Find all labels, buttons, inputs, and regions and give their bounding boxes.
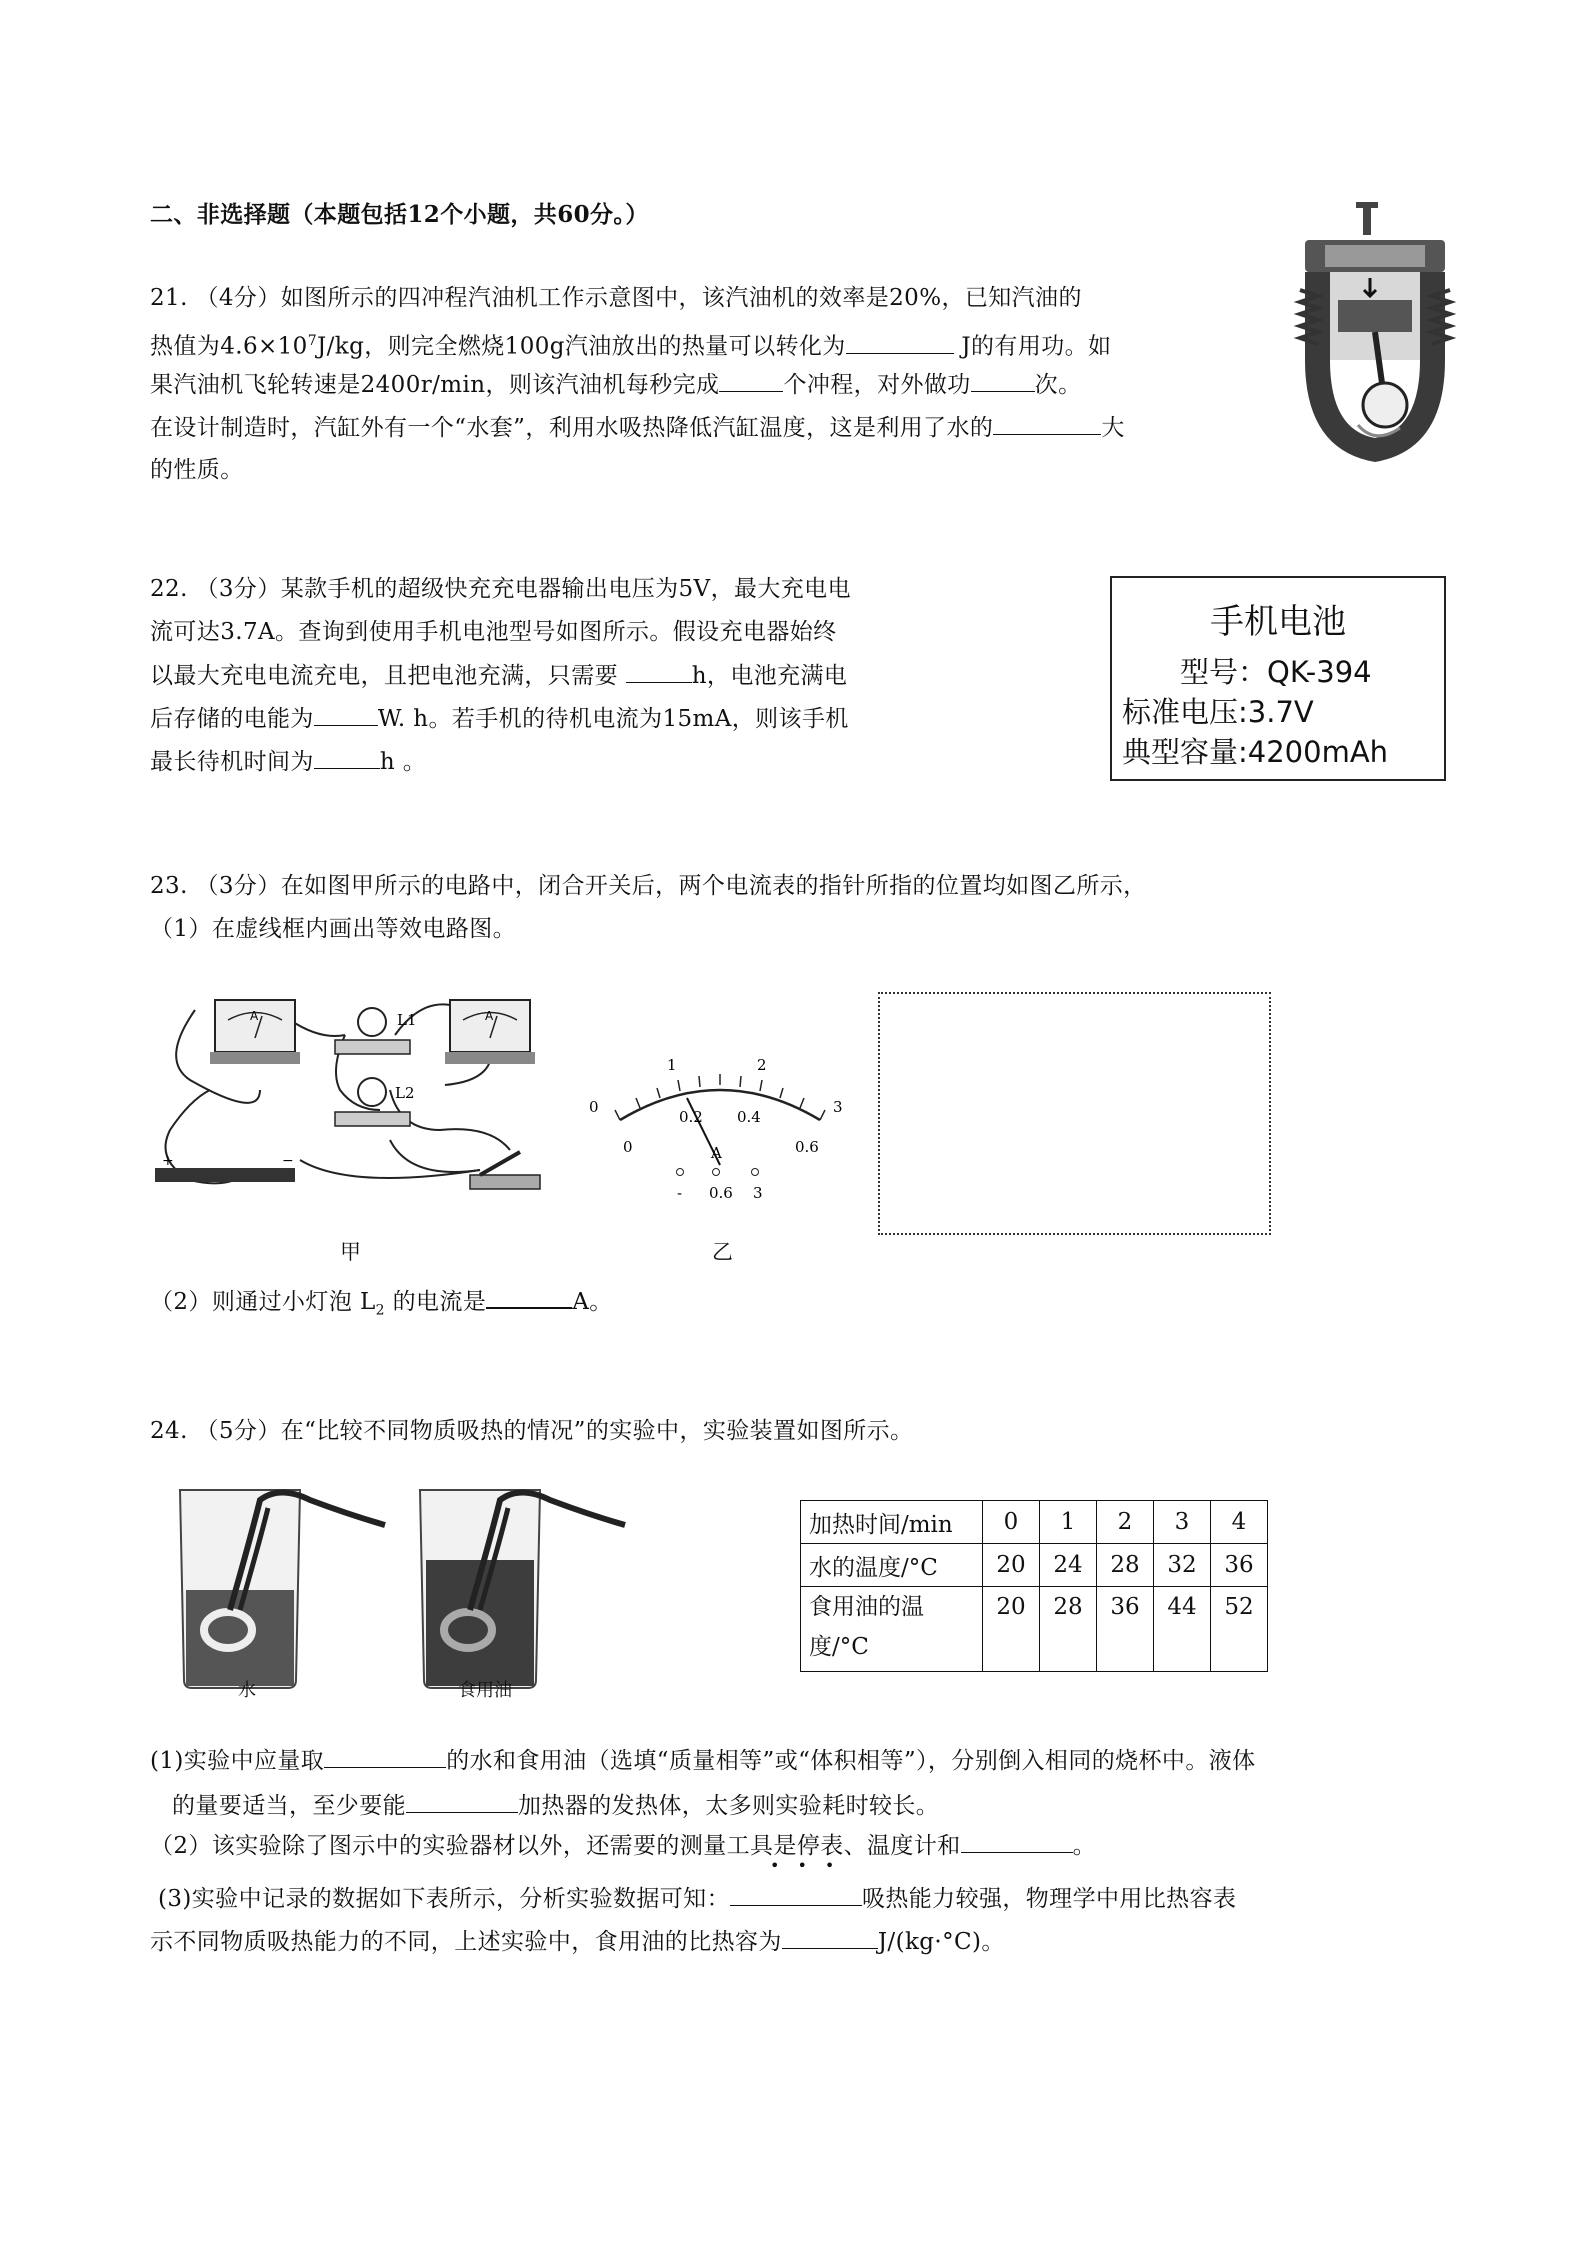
dial-bottom-tick-3: 0.6: [795, 1138, 819, 1156]
table-cell: 24: [1040, 1544, 1097, 1587]
lamp-l2-label: L2: [395, 1084, 415, 1102]
q21-blank-strokes[interactable]: [719, 369, 783, 392]
table-cell: 4: [1211, 1501, 1268, 1544]
equivalent-circuit-answer-box[interactable]: [878, 992, 1271, 1235]
temperature-table: [800, 1500, 1268, 1672]
svg-text:−: −: [282, 1153, 294, 1169]
q22-line1: 22. （3分）某款手机的超级快充充电器输出电压为5V，最大充电电: [150, 576, 851, 602]
dial-terminal-3: 3: [753, 1184, 763, 1202]
q24-p3-line2: 示不同物质吸热能力的不同，上述实验中，食用油的比热容为 J/(kg·°C)。: [150, 1926, 1005, 1957]
q22-line4: 后存储的电能为 W. h。若手机的待机电流为15mA，则该手机: [150, 703, 849, 734]
q24-blank-tool[interactable]: [961, 1830, 1073, 1853]
q24-p1-line1: (1)实验中应量取 的水和食用油（选填“质量相等”或“体积相等”），分别倒入相同的烧杯中。液体: [150, 1745, 1256, 1776]
table-cell: 1: [1040, 1501, 1097, 1544]
emphasis-dots: •••: [770, 1856, 853, 1875]
table-cell: 0: [983, 1501, 1040, 1544]
circuit-diagram: [150, 980, 550, 1200]
q22-blank-energy[interactable]: [314, 703, 378, 726]
q21-blank-property[interactable]: [993, 412, 1101, 435]
q23-line2: （1）在虚线框内画出等效电路图。: [150, 916, 517, 942]
table-cell: 44: [1154, 1587, 1211, 1672]
table-row: [801, 1544, 1268, 1587]
dial-bottom-tick-1: 0.2: [679, 1108, 703, 1126]
q22-line5: 最长待机时间为 h 。: [150, 746, 426, 777]
q21-line4: 在设计制造时，汽缸外有一个“水套”，利用水吸热降低汽缸温度，这是利用了水的 大: [150, 412, 1125, 443]
dial-bottom-tick-0: 0: [623, 1138, 633, 1156]
dial-top-tick-2: 2: [757, 1056, 767, 1074]
q21-blank-work-times[interactable]: [971, 369, 1035, 392]
q23-line1: 23. （3分）在如图甲所示的电路中，闭合开关后，两个电流表的指针所指的位置均如图乙所示，: [150, 873, 1147, 899]
section-title: 二、非选择题（本题包括12个小题，共60分。）: [150, 201, 649, 228]
lamp-l1-label: L1: [397, 1011, 417, 1029]
q21-blank-useful-work[interactable]: [846, 331, 954, 354]
table-row: [801, 1587, 1268, 1672]
q21-line3: 果汽油机飞轮转速是2400r/min，则该汽油机每秒完成 个冲程，对外做功 次。: [150, 369, 1081, 400]
table-cell: 20: [983, 1544, 1040, 1587]
dial-top-tick-1: 1: [667, 1056, 677, 1074]
table-cell: 28: [1097, 1544, 1154, 1587]
table-cell: 36: [1211, 1544, 1268, 1587]
table-header-cell: 加热时间/min: [801, 1501, 983, 1544]
q21-line2: 热值为$4.6\times 10^7J/kg$，则完全燃烧100g汽油放出的热量可以转化为 J的有用功。如: [150, 326, 1111, 362]
table-cell: 28: [1040, 1587, 1097, 1672]
svg-text:A: A: [485, 1009, 494, 1023]
svg-text:+: +: [162, 1153, 174, 1169]
q24-blank-stronger[interactable]: [730, 1883, 862, 1906]
fig-jia-caption: 甲: [340, 1240, 361, 1264]
battery-capacity: 典型容量:4200mAh: [1122, 735, 1389, 769]
fig-yi-caption: 乙: [712, 1240, 733, 1264]
table-header-cell: 食用油的温 度/°C: [801, 1587, 983, 1672]
dial-terminal-minus: -: [677, 1184, 683, 1202]
q24-p1-line2: 的量要适当，至少要能 加热器的发热体，太多则实验耗时较长。: [172, 1790, 939, 1821]
dial-top-tick-3: 3: [833, 1098, 843, 1116]
q24-line1: 24. （5分）在“比较不同物质吸热的情况”的实验中，实验装置如图所示。: [150, 1418, 914, 1444]
table-cell: 20: [983, 1587, 1040, 1672]
dial-unit-label: A: [711, 1144, 722, 1162]
battery-model: 型号：QK-394: [1180, 655, 1372, 689]
dial-top-tick-0: 0: [589, 1098, 599, 1116]
table-header-cell: 水的温度/°C: [801, 1544, 983, 1587]
q21-line1: 21. （4分）如图所示的四冲程汽油机工作示意图中，该汽油机的效率是20%，已知汽油的: [150, 285, 1082, 311]
caption-water: 水: [238, 1680, 256, 1701]
q23-line3: （2）则通过小灯泡 $L_2$ 的电流是 A。: [150, 1285, 613, 1326]
dial-bottom-tick-2: 0.4: [737, 1108, 761, 1126]
table-cell: 36: [1097, 1587, 1154, 1672]
table-cell: 3: [1154, 1501, 1211, 1544]
q24-blank-specific-heat[interactable]: [782, 1926, 878, 1949]
svg-text:A: A: [250, 1009, 259, 1023]
q21-line5: 的性质。: [150, 457, 244, 483]
caption-oil: 食用油: [458, 1680, 512, 1701]
table-cell: 2: [1097, 1501, 1154, 1544]
q22-line3: 以最大充电电流充电，且把电池充满，只需要 h，电池充满电: [150, 660, 847, 691]
beakers-figure: [170, 1480, 690, 1700]
battery-voltage: 标准电压:3.7V: [1122, 695, 1314, 729]
battery-title: 手机电池: [1210, 602, 1346, 642]
q24-blank-immerse[interactable]: [406, 1790, 518, 1813]
table-cell: 52: [1211, 1587, 1268, 1672]
engine-diagram: [1290, 200, 1460, 480]
q24-p2: （2）该实验除了图示中的实验器材以外，还需要的测量工具是停表、温度计和 。: [150, 1830, 1096, 1861]
q23-blank-l2-current[interactable]: [486, 1285, 572, 1309]
q22-blank-charge-time[interactable]: [626, 660, 692, 683]
table-cell: 32: [1154, 1544, 1211, 1587]
table-row: [801, 1501, 1268, 1544]
q24-blank-mass-volume[interactable]: [324, 1745, 446, 1768]
dial-terminal-0-6: 0.6: [709, 1184, 733, 1202]
q22-blank-standby[interactable]: [314, 746, 380, 769]
ammeter-dial: [585, 1050, 855, 1210]
q24-p3-line1: (3)实验中记录的数据如下表所示，分析实验数据可知： 吸热能力较强，物理学中用比热容表: [158, 1883, 1236, 1914]
battery-label: [1110, 576, 1446, 781]
q22-line2: 流可达3.7A。查询到使用手机电池型号如图所示。假设充电器始终: [150, 619, 837, 645]
